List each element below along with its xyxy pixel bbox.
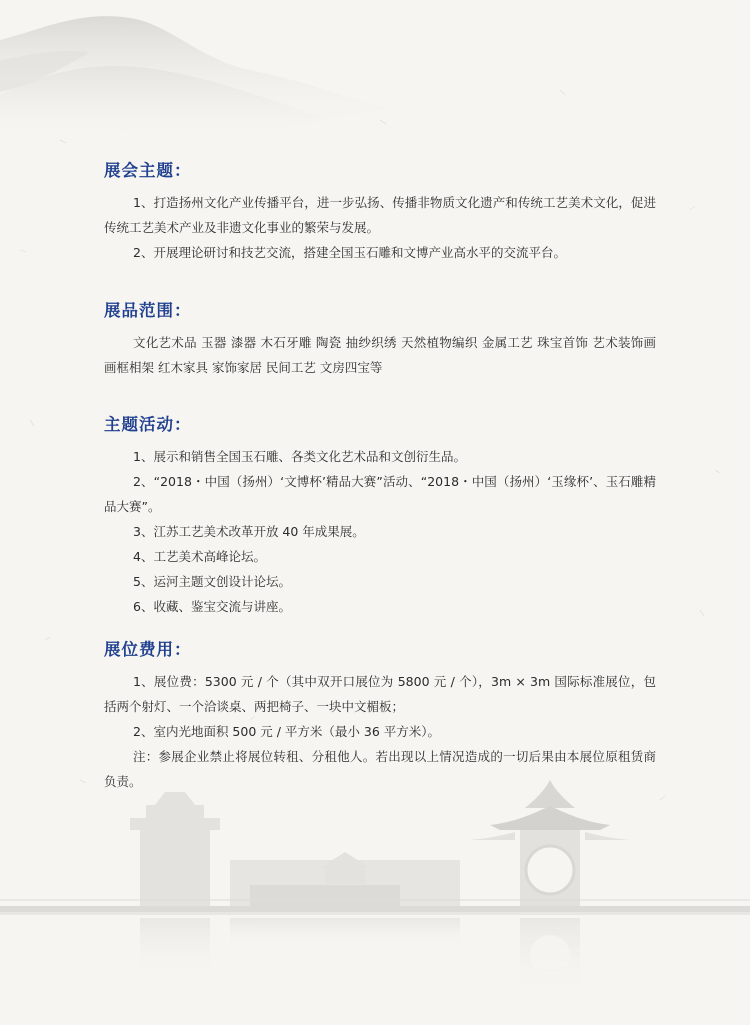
section-heading: 展位费用： (104, 640, 192, 659)
paragraph: 6、收藏、鉴宝交流与讲座。 (133, 599, 291, 614)
paragraph: 4、工艺美术高峰论坛。 (133, 549, 266, 564)
paragraph: 注：参展企业禁止将展位转租、分租他人。若出现以上情况造成的一切后果由本展位原租赁商负责。 (104, 749, 656, 789)
paragraph: 2、开展理论研讨和技艺交流，搭建全国玉石雕和文博产业高水平的交流平台。 (133, 245, 566, 260)
paragraph: 1、打造扬州文化产业传播平台，进一步弘扬、传播非物质文化遗产和传统工艺美术文化，促进传统工艺美术产业及非遗文化事业的繁荣与发展。 (104, 195, 656, 235)
section-heading: 主题活动： (104, 415, 192, 434)
paragraph: 1、展位费：5300 元 / 个（其中双开口展位为 5800 元 / 个），3m × 3m 国际标准展位，包括两个射灯、一个洽谈桌、两把椅子、一块中文楣板； (104, 674, 656, 714)
section-heading: 展品范围： (104, 301, 192, 320)
paragraph: 1、展示和销售全国玉石雕、各类文化艺术品和文创衍生品。 (133, 449, 466, 464)
paragraph: 2、室内光地面积 500 元 / 平方米（最小 36 平方米）。 (133, 724, 441, 739)
section-heading: 展会主题： (104, 161, 192, 180)
section-booth-fees (104, 639, 656, 794)
paragraph: 3、江苏工艺美术改革开放 40 年成果展。 (133, 524, 365, 539)
paragraph: 文化艺术品 玉器 漆器 木石牙雕 陶瓷 抽纱织绣 天然植物编织 金属工艺 珠宝首饰 艺术装饰画 画框相架 红木家具 家饰家居 民间工艺 文房四宝等 (104, 335, 656, 375)
paragraph: 2、“2018・中国（扬州）‘文博杯’精品大赛”活动、“2018・中国（扬州）‘玉缘杯’、玉石雕精品大赛”。 (104, 474, 656, 514)
section-exhibit-scope (104, 300, 656, 380)
paragraph: 5、运河主题文创设计论坛。 (133, 574, 291, 589)
section-theme-activities (104, 414, 656, 619)
section-exhibition-theme (104, 160, 656, 265)
